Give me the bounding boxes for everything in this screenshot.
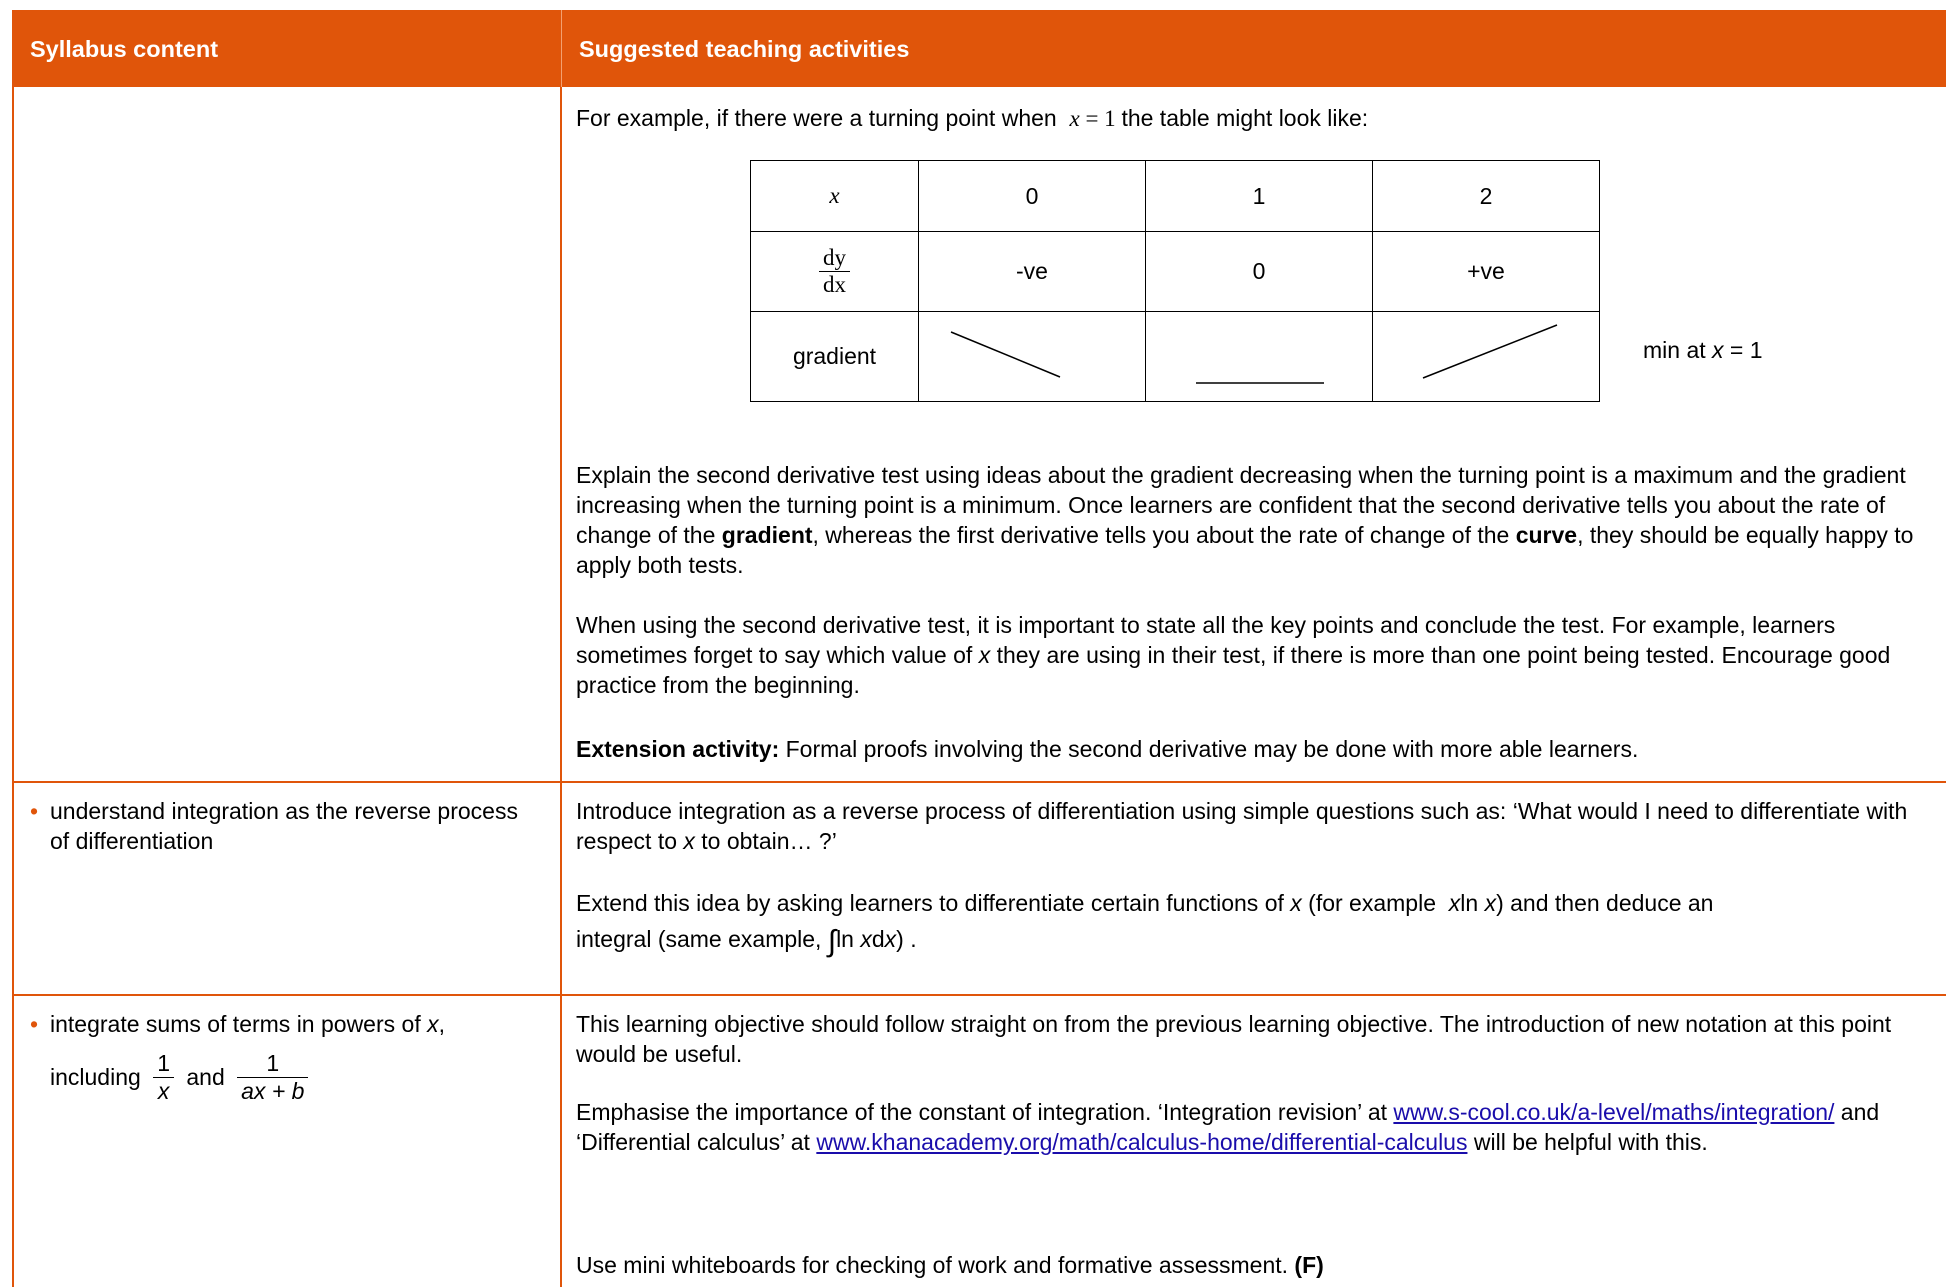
row3-paragraph-whiteboards: Use mini whiteboards for checking of work and formative assessment. (F): [576, 1252, 1324, 1278]
row-divider-1: [12, 781, 1946, 783]
gradient-zero-sketch: [1146, 312, 1373, 402]
row2-paragraph-introduce: Introduce integration as a reverse process of differentiation using simple questions such as: ‘What would I need to differentiate with respect to x to obtain… ?’: [576, 798, 1908, 854]
table-cell: +ve: [1373, 232, 1600, 312]
header-teaching-activities: Suggested teaching activities: [579, 36, 910, 62]
min-annotation: min at x = 1: [1643, 337, 1763, 363]
header-syllabus-content: Syllabus content: [30, 36, 219, 62]
header-divider: [561, 10, 562, 87]
row1-extension-activity: Extension activity: Formal proofs involving the second derivative may be done with more able learners.: [576, 736, 1639, 762]
table-cell: 0: [1146, 232, 1373, 312]
row3-syllabus-fractions: including $\frac{1}{x}$ and $\frac{1}{ax + b}$: [50, 1050, 308, 1105]
table-cell: 0: [919, 161, 1146, 232]
row3-syllabus-item: • integrate sums of terms in powers of x,: [50, 1009, 540, 1039]
row1-intro: For example, if there were a turning point when x = 1 the table might look like:: [576, 105, 1369, 131]
row3-paragraph-constant: Emphasise the importance of the constant of integration. ‘Integration revision’ at www.s-cool.co.uk/a-level/maths/integration/ and ‘Differential calculus’ at www.khanacademy.org/math/calculus-home/differential-calculus will be helpful with this.: [576, 1099, 1880, 1155]
gradient-positive-sketch: [1373, 312, 1600, 402]
table-cell-gradient-label: gradient: [751, 312, 919, 402]
row2-syllabus-item: • understand integration as the reverse process of differentiation: [50, 796, 520, 856]
row2-paragraph-extend: Extend this idea by asking learners to differentiate certain functions of x (for example xln x) and then deduce an integral (same example, ∫ln xdx) .: [576, 890, 1714, 958]
syllabus-page: [12, 10, 1946, 1287]
table-cell: -ve: [919, 232, 1146, 312]
table-cell: 2: [1373, 161, 1600, 232]
table-cell-x-label: x: [751, 161, 919, 232]
s-cool-link[interactable]: www.s-cool.co.uk/a-level/maths/integration/: [1393, 1099, 1835, 1125]
gradient-table: [750, 160, 1600, 402]
table-cell: 1: [1146, 161, 1373, 232]
row3-paragraph-follow-on: This learning objective should follow straight on from the previous learning objective. The introduction of new notation at this point would be useful.: [576, 1011, 1892, 1067]
khanacademy-link[interactable]: www.khanacademy.org/math/calculus-home/differential-calculus: [816, 1129, 1468, 1155]
left-border: [12, 87, 14, 1287]
column-divider: [560, 87, 562, 1287]
fraction-one-over-x: $\frac{1}{x}$: [153, 1050, 174, 1105]
table-header: [12, 10, 1946, 87]
row-divider-2: [12, 994, 1946, 996]
table-cell-dydx-label: $\frac{dy}{dx}$: [751, 232, 919, 312]
row1-paragraph-key-points: When using the second derivative test, it is important to state all the key points and conclude the test. For example, learners sometimes forget to say which value of x they are using in their test, if there is more than one point being tested. Encourage good practice from the beginning.: [576, 612, 1891, 698]
gradient-negative-sketch: [919, 312, 1146, 402]
fraction-one-over-ax-plus-b: $\frac{1}{ax + b}$: [237, 1050, 308, 1105]
row1-paragraph-second-derivative: Explain the second derivative test using ideas about the gradient decreasing when the turning point is a maximum and the gradient increasing when the turning point is a minimum. Once learners are confident that the second derivative tells you about the rate of change of the gradient, whereas the first derivative tells you about the rate of change of the curve, they should be equally happy to apply both tests.: [576, 462, 1914, 578]
